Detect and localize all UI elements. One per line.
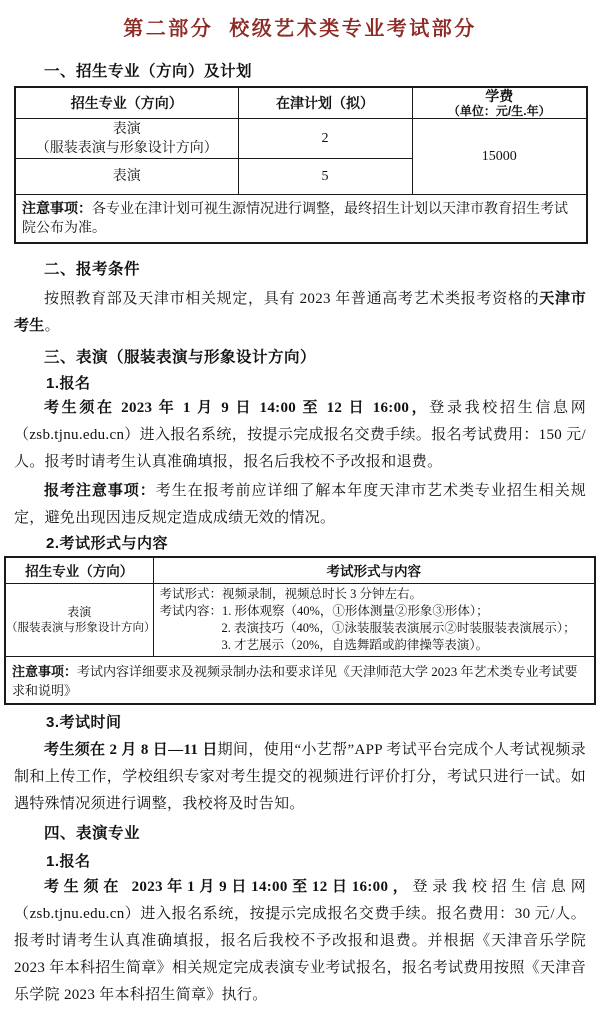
requirements-paragraph [14, 286, 586, 340]
subheading-exam-format: 2.考试形式与内容 [46, 535, 169, 552]
table-row [15, 119, 587, 159]
major-direction: （服装表演与形象设计方向） [6, 621, 156, 634]
subheading-registration-2: 1.报名 [46, 852, 91, 870]
major-name: 表演 [67, 604, 92, 619]
col-header-content: 考试形式与内容 [153, 557, 595, 583]
note-label: 注意事项： [12, 663, 78, 679]
exam-time-details: 期间，使用“小艺帮”APP 考试平台完成个人考试视频录制和上传工作，学校组织专家对考生提交的视频进行评价打分，考试只进行一试。如遇特殊情况须进行调整，我校将及时告知。 [14, 741, 586, 812]
col-header-major: 招生专业（方向） [5, 557, 153, 583]
section-heading-performance-major: 四、表演专业 [44, 824, 141, 842]
cell-plan-performance: 5 [238, 159, 412, 195]
table-header-row [5, 557, 595, 583]
enrollment-plan-table [14, 86, 588, 244]
exam-format-line: 考试形式：视频录制，视频总时长 3 分钟左右。 [159, 586, 423, 601]
col-header-major: 招生专业（方向） [15, 87, 238, 119]
section-heading-requirements: 二、报考条件 [44, 261, 141, 278]
exam-content-line-1: 考试内容：1. 形体观察（40%，①形体测量②形象③形体）； [159, 603, 489, 618]
registration-deadline-2-bold: 考生须在 2023年1月9日14:00至12日16:00， [44, 878, 413, 895]
fee-header-title: 学费 [485, 88, 514, 104]
registration-note-label-bold: 报考注意事项： [44, 483, 156, 499]
cell-plan-fashion: 2 [238, 119, 412, 159]
col-header-plan: 在津计划（拟） [238, 87, 412, 119]
requirements-period: 。 [44, 318, 60, 334]
document-page [0, 16, 600, 1003]
subheading-exam-time: 3.考试时间 [46, 713, 122, 731]
cell-exam-content [153, 583, 595, 656]
table-note-row [15, 195, 587, 244]
note-text: 考试内容详细要求及视频录制办法和要求详见《天津师范大学 2023 年艺术类专业考试要求和说明》 [12, 663, 578, 698]
major-name: 表演 [112, 121, 141, 137]
note-label: 注意事项： [22, 200, 92, 216]
col-header-fee [412, 87, 587, 119]
registration-paragraph-2 [14, 874, 586, 1009]
section-heading-enrollment-plan: 一、招生专业（方向）及计划 [44, 63, 253, 80]
registration-paragraph [14, 395, 586, 476]
tianjin-candidates-bold: 天津市考生 [14, 291, 586, 334]
exam-time-dates-bold: 考生须在 2 月 8 日—11 日 [44, 741, 218, 758]
registration-details: 登录我校招生信息网（zsb.tjnu.edu.cn）进入报名系统，按提示完成报名交费手续。报名考试费用：150 元/人。报考时请考生认真准确填报，报名后我校不予改报和退费。 [14, 400, 586, 470]
exam-time-paragraph [14, 737, 586, 818]
exam-format-table [4, 556, 596, 705]
cell-fee: 15000 [412, 119, 587, 195]
exam-content-line-2: 2. 表演技巧（40%，①泳装服装表演展示②时装服装表演展示）； [221, 620, 576, 635]
registration-note-text: 考生在报考前应详细了解本年度天津市艺术类专业招生相关规定，避免出现因违反规定造成成绩无效的情况。 [14, 483, 586, 526]
major-direction: （服装表演与形象设计方向） [35, 140, 218, 156]
section-heading-fashion-performance: 三、表演（服装表演与形象设计方向） [44, 349, 317, 366]
registration-details-2: 登录我校招生信息网（zsb.tjnu.edu.cn）进入报名系统，按提示完成报名交费手续。报名费用：30 元/人。报考时请考生认真准确填报，报名后我校不予改报和退费。并根据《天津音乐学院 2023 年本科招生简章》相关规定完成表演专业考试报名，报名考试费用按照《天津音乐学院 2023 年本科招生简章》执行。 [14, 878, 586, 1003]
registration-note-paragraph [14, 478, 586, 532]
cell-major-fashion [15, 119, 238, 159]
cell-major-performance: 表演 [15, 159, 238, 195]
table-header-row [15, 87, 587, 119]
subheading-registration: 1.报名 [46, 375, 91, 392]
exam-note-cell [5, 656, 595, 704]
exam-content-line-3: 3. 才艺展示（20%，自选舞蹈或韵律操等表演）。 [221, 637, 489, 652]
requirements-text: 按照教育部及天津市相关规定，具有 2023 年普通高考艺术类报考资格的 [44, 291, 540, 307]
plan-note-cell [15, 195, 587, 244]
registration-deadline-bold: 考生须在 2023 年 1 月 9 日 14:00 至 12 日 16:00， [44, 400, 430, 416]
page-title: 第二部分 校级艺术类专业考试部分 [123, 18, 477, 40]
table-note-row [5, 656, 595, 704]
note-text: 各专业在津计划可视生源情况进行调整，最终招生计划以天津市教育招生考试院公布为准。 [22, 202, 568, 236]
fee-header-unit: （单位：元/生.年） [447, 104, 551, 118]
table-row [5, 583, 595, 656]
cell-major [5, 583, 156, 656]
